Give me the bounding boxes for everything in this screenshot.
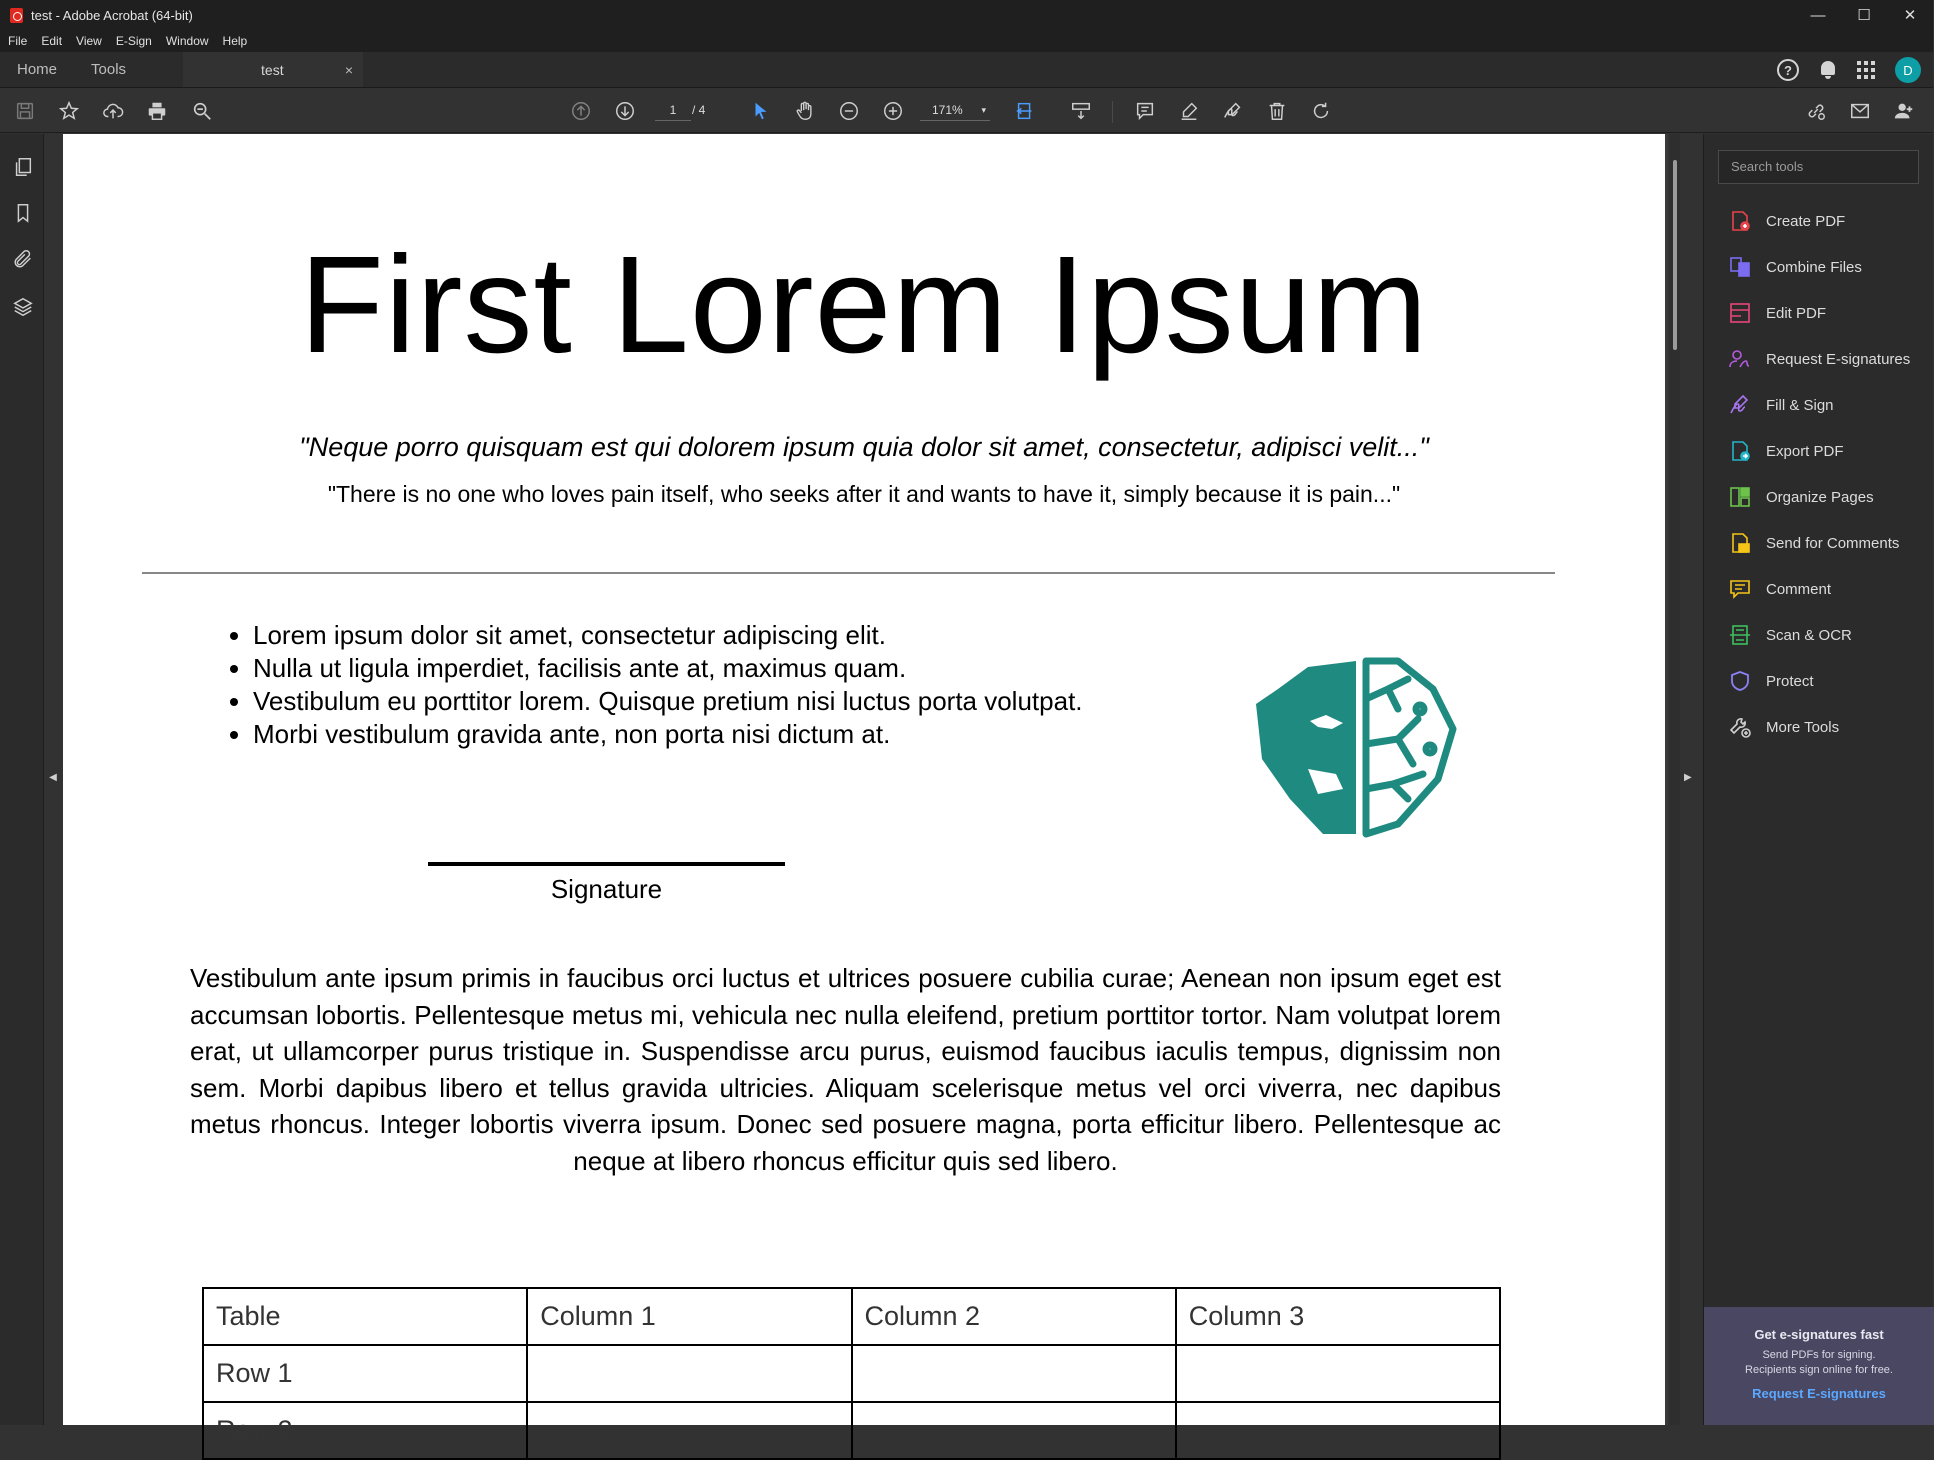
toolbar-divider <box>1112 101 1113 123</box>
tool-label: More Tools <box>1766 718 1840 736</box>
zoom-level-value: 171% <box>932 103 963 117</box>
data-table <box>202 1287 1501 1460</box>
menu-help[interactable]: Help <box>222 34 248 48</box>
promo-line: Recipients sign online for free. <box>1745 1364 1893 1376</box>
request-esignatures-link[interactable]: Request E-signatures <box>1752 1386 1886 1401</box>
tab-bar <box>0 52 1933 88</box>
table-cell: Row 1 <box>203 1345 527 1402</box>
tool-organize-pages[interactable] <box>1728 482 1928 512</box>
menu-view[interactable]: View <box>76 34 102 48</box>
attachments-paperclip-icon[interactable] <box>12 248 34 270</box>
table-header-cell: Column 3 <box>1176 1288 1500 1345</box>
page-total: / 4 <box>692 103 706 117</box>
scrollbar-thumb[interactable] <box>1673 160 1677 350</box>
share-link-icon[interactable] <box>1804 99 1828 123</box>
collapse-left-panel-icon[interactable]: ◀ <box>49 772 57 783</box>
tool-label: Scan & OCR <box>1766 626 1852 644</box>
document-title: First Lorem Ipsum <box>299 228 1429 382</box>
head-brain-logo-icon <box>1248 649 1468 839</box>
document-viewport[interactable] <box>63 134 1668 1445</box>
title-bar <box>0 0 1933 30</box>
tool-scan-ocr[interactable] <box>1728 620 1928 650</box>
tool-label: Organize Pages <box>1766 488 1874 506</box>
menu-bar <box>0 30 1933 52</box>
signature-line <box>428 862 785 866</box>
close-tab-icon[interactable]: × <box>344 61 354 78</box>
apps-grid-icon[interactable] <box>1857 61 1875 79</box>
pdf-page <box>63 134 1665 1445</box>
menu-window[interactable]: Window <box>165 34 209 48</box>
search-zoom-icon[interactable] <box>190 99 214 123</box>
organize-pages-icon <box>1728 485 1752 509</box>
table-row <box>203 1345 1500 1402</box>
signature-label: Signature <box>550 874 663 904</box>
list-item: • Lorem ipsum dolor sit amet, consectetur adipiscing elit. <box>253 619 1083 652</box>
select-pointer-icon[interactable] <box>749 99 773 123</box>
tool-send-for-comments[interactable] <box>1728 528 1928 558</box>
list-item: • Morbi vestibulum gravida ante, non porta nisi dictum at. <box>253 718 1083 751</box>
zoom-out-icon[interactable] <box>837 99 861 123</box>
help-icon[interactable]: ? <box>1777 59 1799 81</box>
hand-pan-icon[interactable] <box>793 99 817 123</box>
tool-protect[interactable] <box>1728 666 1928 696</box>
list-item: • Nulla ut ligula imperdiet, facilisis ante at, maximus quam. <box>253 652 1083 685</box>
tool-fill-sign[interactable] <box>1728 390 1928 420</box>
tool-label: Export PDF <box>1766 442 1844 460</box>
previous-page-icon[interactable] <box>569 99 593 123</box>
menu-esign[interactable]: E-Sign <box>115 34 152 48</box>
sign-icon[interactable] <box>1221 99 1245 123</box>
expand-right-panel-icon[interactable]: ▶ <box>1684 772 1692 783</box>
comment-icon <box>1728 577 1752 601</box>
table-cell <box>1176 1402 1500 1459</box>
table-header-row <box>203 1288 1500 1345</box>
esignature-promo <box>1704 1307 1934 1425</box>
rotate-icon[interactable] <box>1309 99 1333 123</box>
request-esign-icon <box>1728 347 1752 371</box>
combine-files-icon <box>1728 255 1752 279</box>
window-title: test - Adobe Acrobat (64-bit) <box>31 7 193 23</box>
left-navigation-rail <box>0 134 44 1425</box>
table-cell <box>527 1345 851 1402</box>
chevron-down-icon: ▾ <box>981 105 986 115</box>
header-actions <box>1777 52 1933 88</box>
tool-label: Send for Comments <box>1766 534 1900 552</box>
table-cell <box>1176 1345 1500 1402</box>
tool-label: Create PDF <box>1766 212 1846 230</box>
layers-icon[interactable] <box>12 296 34 318</box>
protect-icon <box>1728 669 1752 693</box>
body-paragraph: Vestibulum ante ipsum primis in faucibus orci luctus et ultrices posuere cubilia curae; Aenean non ipsum eget est accumsan lobortis. Pellentesque metus mi, vehicula nec nulla eleifend, pretium porttitor tortor. Nam volutpat lorem erat, ut ullamcorper purus tristique in. Suspendisse arcu purus, euismod faucibus iaculis tempus, dignissim non sem. Morbi dapibus libero et tellus gravida ultricies. Aliquam scelerisque metus vel orci viverra, nec dapibus metus rhoncus. Integer lobortis viverra ipsum. Donec sed posuere magna, porta efficitur libero. Pellentesque ac neque at libero rhoncus efficitur quis sed libero. <box>190 963 1501 1176</box>
zoom-in-icon[interactable] <box>881 99 905 123</box>
list-item: • Vestibulum eu porttitor lorem. Quisque pretium nisi luctus porta volutpat. <box>253 685 1083 718</box>
tool-export-pdf[interactable] <box>1728 436 1928 466</box>
next-page-icon[interactable] <box>613 99 637 123</box>
english-quote: "There is no one who loves pain itself, who seeks after it and wants to have it, simply because it is pain..." <box>327 481 1401 507</box>
delete-trash-icon[interactable] <box>1265 99 1289 123</box>
edit-pdf-icon <box>1728 301 1752 325</box>
tool-label: Edit PDF <box>1766 304 1827 322</box>
tab-document-label: test <box>261 61 284 78</box>
user-avatar[interactable]: D <box>1895 57 1921 83</box>
tool-label: Fill & Sign <box>1766 396 1834 414</box>
menu-edit[interactable]: Edit <box>41 34 63 48</box>
search-tools-input[interactable]: Search tools <box>1718 150 1919 184</box>
notifications-bell-icon[interactable] <box>1819 60 1837 80</box>
tab-document[interactable] <box>183 52 363 87</box>
close-window-button[interactable]: ✕ <box>1903 7 1917 24</box>
tool-combine-files[interactable] <box>1728 252 1928 282</box>
tool-request-esignatures[interactable] <box>1728 344 1928 374</box>
print-icon[interactable] <box>145 99 169 123</box>
table-header-cell: Table <box>203 1288 527 1345</box>
fit-page-icon[interactable] <box>1013 99 1037 123</box>
export-pdf-icon <box>1728 439 1752 463</box>
latin-quote: "Neque porro quisquam est qui dolorem ipsum quia dolor sit amet, consectetur, adipisci velit..." <box>299 432 1429 462</box>
add-comment-icon[interactable] <box>1133 99 1157 123</box>
email-icon[interactable] <box>1848 99 1872 123</box>
promo-title: Get e-signatures fast <box>1754 1327 1884 1342</box>
send-comments-icon <box>1728 531 1752 555</box>
minimize-button[interactable]: — <box>1810 6 1826 24</box>
table-header-cell: Column 2 <box>852 1288 1176 1345</box>
tab-tools[interactable]: Tools <box>91 61 127 78</box>
table-header-cell: Column 1 <box>527 1288 851 1345</box>
add-user-icon[interactable] <box>1892 99 1916 123</box>
tool-more-tools[interactable] <box>1728 712 1928 742</box>
horizontal-rule <box>142 572 1555 574</box>
window-controls <box>1795 0 1933 30</box>
fill-sign-icon <box>1728 393 1752 417</box>
save-icon[interactable] <box>13 99 37 123</box>
tools-panel <box>1703 134 1933 1425</box>
tool-label: Comment <box>1766 580 1832 598</box>
highlight-pen-icon[interactable] <box>1177 99 1201 123</box>
tab-home[interactable]: Home <box>17 61 58 78</box>
tool-label: Combine Files <box>1766 258 1862 276</box>
vertical-scrollbar[interactable] <box>1670 134 1680 1425</box>
table-cell <box>852 1402 1176 1459</box>
table-cell <box>852 1345 1176 1402</box>
maximize-button[interactable]: ☐ <box>1857 7 1871 24</box>
menu-file[interactable]: File <box>8 34 28 48</box>
scan-ocr-icon <box>1728 623 1752 647</box>
scrolling-mode-icon[interactable] <box>1069 99 1093 123</box>
create-pdf-icon <box>1728 209 1752 233</box>
zoom-level-select[interactable] <box>920 99 990 121</box>
main-toolbar <box>0 89 1933 133</box>
acrobat-logo-icon <box>10 8 23 23</box>
more-tools-icon <box>1728 715 1752 739</box>
bullet-list <box>253 619 1083 751</box>
bookmarks-icon[interactable] <box>12 202 34 224</box>
promo-text <box>1704 1348 1934 1378</box>
table-cell <box>527 1402 851 1459</box>
tool-label: Protect <box>1766 672 1814 690</box>
table-row <box>203 1402 1500 1459</box>
page-thumbnails-icon[interactable] <box>12 156 34 178</box>
tool-edit-pdf[interactable] <box>1728 298 1928 328</box>
cloud-upload-icon[interactable] <box>101 99 125 123</box>
tool-comment[interactable] <box>1728 574 1928 604</box>
page-number-input[interactable]: 1 <box>655 99 691 121</box>
table-cell: Row 2 <box>203 1402 527 1459</box>
promo-line: Send PDFs for signing. <box>1762 1349 1876 1361</box>
star-bookmark-icon[interactable] <box>57 99 81 123</box>
tool-create-pdf[interactable] <box>1728 206 1928 236</box>
tool-label: Request E-signatures <box>1766 350 1911 368</box>
